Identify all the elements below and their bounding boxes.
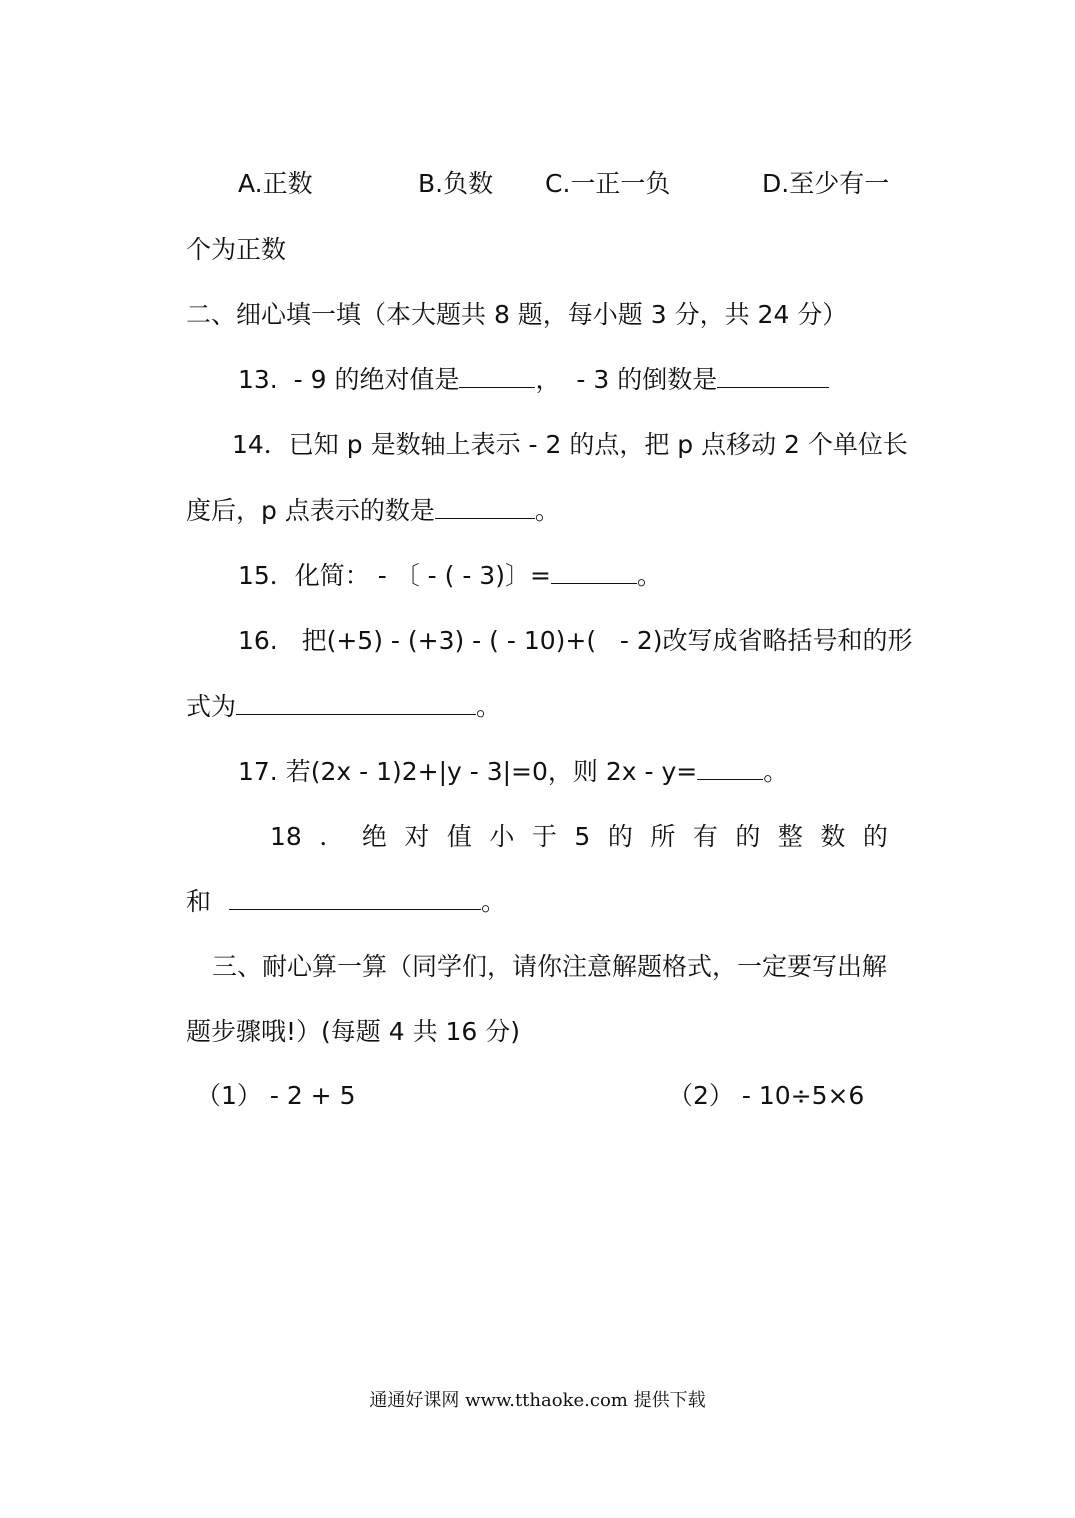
option-d: D.至少有一 bbox=[762, 169, 890, 198]
q15-text: 15．化简： - 〔 - ( - 3)〕= bbox=[238, 561, 551, 590]
q17-text: 17. 若(2x - 1)2+|y - 3|=0，则 2x - y= bbox=[238, 757, 698, 786]
q16-end: 。 bbox=[476, 692, 502, 721]
question-15 bbox=[238, 559, 662, 593]
q16-blank[interactable] bbox=[236, 690, 476, 715]
q13-blank-1[interactable] bbox=[459, 363, 535, 388]
question-13 bbox=[238, 363, 829, 397]
question-18-line2 bbox=[186, 885, 506, 919]
q18-char: 数 bbox=[820, 822, 846, 851]
q14-end: 。 bbox=[534, 496, 560, 525]
question-16-line2 bbox=[186, 690, 501, 724]
page-footer: 通通好课网 www.tthaoke.com 提供下载 bbox=[369, 1390, 706, 1411]
q18-char: ． bbox=[319, 822, 345, 851]
q18-char: 整 bbox=[777, 822, 803, 851]
q18-char: 有 bbox=[692, 822, 718, 851]
option-d-continued: 个为正数 bbox=[186, 235, 287, 264]
q13-text-1: 13. - 9 的绝对值是 bbox=[238, 365, 460, 394]
q18-char: 18 bbox=[270, 822, 302, 851]
q18-end: 。 bbox=[480, 887, 506, 916]
q13-blank-2[interactable] bbox=[717, 363, 829, 388]
q18-char: 5 bbox=[574, 822, 591, 851]
section2-heading: 二、细心填一填（本大题共 8 题，每小题 3 分，共 24 分） bbox=[186, 300, 848, 329]
option-c: C.一正一负 bbox=[545, 169, 671, 198]
q18-text: 和 bbox=[186, 887, 219, 916]
q17-end: 。 bbox=[763, 757, 789, 786]
option-b: B.负数 bbox=[418, 169, 494, 198]
question-16-line1: 16. 把(+5) - (+3) - ( - 10)+( - 2)改写成省略括号和的形 bbox=[238, 626, 913, 655]
section3-heading-line1: 三、耐心算一算（同学们，请你注意解题格式，一定要写出解 bbox=[212, 952, 888, 981]
q18-char: 的 bbox=[862, 822, 888, 851]
q14-blank[interactable] bbox=[435, 494, 535, 519]
q18-char: 值 bbox=[446, 822, 472, 851]
q13-text-2: ， - 3 的倒数是 bbox=[535, 365, 718, 394]
question-18-line1 bbox=[270, 820, 888, 854]
question-14-line2 bbox=[186, 494, 560, 528]
q18-char: 所 bbox=[650, 822, 676, 851]
section3-heading-line2: 题步骤哦!）(每题 4 共 16 分) bbox=[186, 1017, 521, 1046]
q15-end: 。 bbox=[636, 561, 662, 590]
problem-1: （1） - 2 + 5 bbox=[196, 1081, 356, 1110]
q14-text: 度后，p 点表示的数是 bbox=[186, 496, 435, 525]
q18-char: 对 bbox=[404, 822, 430, 851]
question-17 bbox=[238, 755, 788, 789]
q18-char: 绝 bbox=[361, 822, 387, 851]
q18-char: 的 bbox=[607, 822, 633, 851]
q18-char: 的 bbox=[735, 822, 761, 851]
q17-blank[interactable] bbox=[697, 755, 763, 780]
q18-char: 小 bbox=[489, 822, 515, 851]
q16-text: 式为 bbox=[186, 692, 237, 721]
q18-char: 于 bbox=[531, 822, 557, 851]
q15-blank[interactable] bbox=[551, 559, 637, 584]
q18-blank[interactable] bbox=[229, 885, 481, 910]
question-14-line1: 14．已知 p 是数轴上表示 - 2 的点，把 p 点移动 2 个单位长 bbox=[232, 430, 908, 459]
option-a: A.正数 bbox=[238, 169, 313, 198]
problem-2: （2） - 10÷5×6 bbox=[668, 1081, 865, 1110]
